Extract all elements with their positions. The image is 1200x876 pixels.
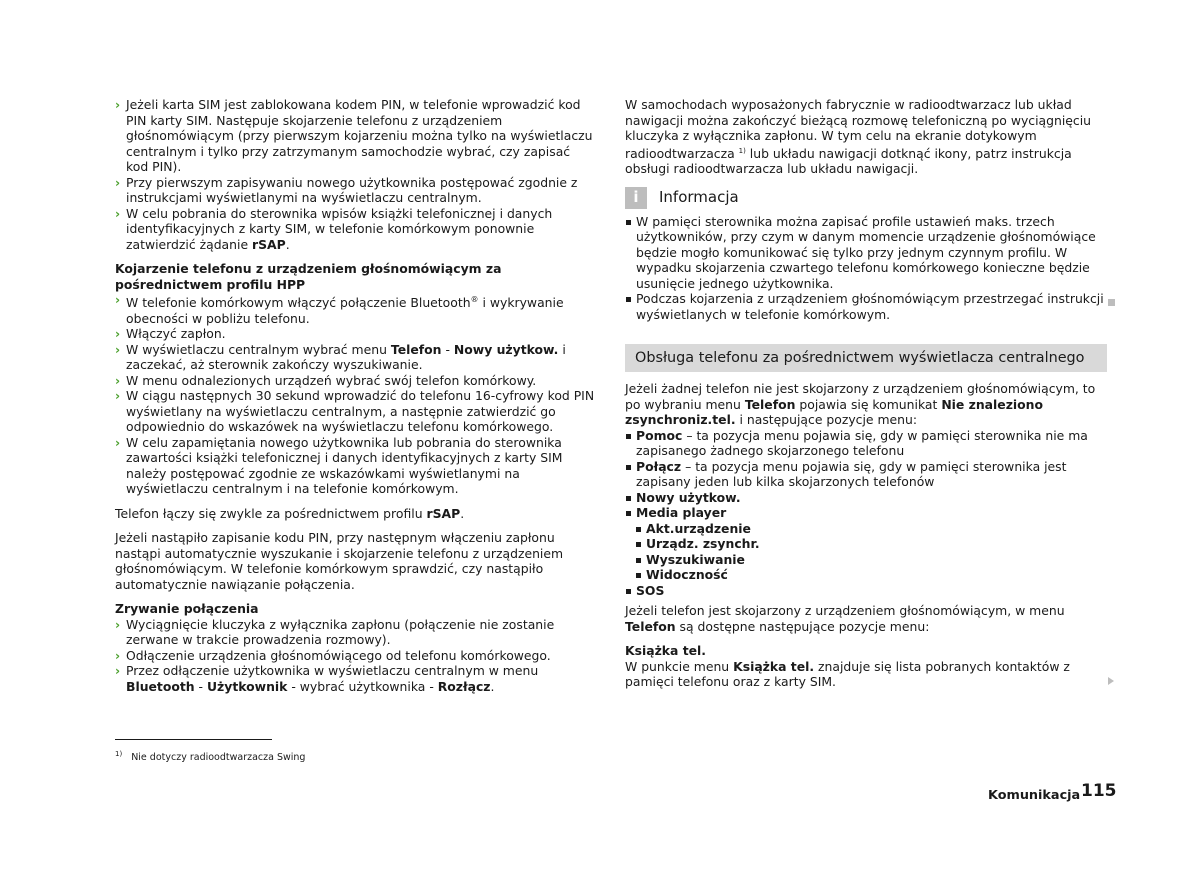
arrow-icon: ›	[115, 292, 121, 307]
left-column	[115, 97, 595, 694]
step-select-phone: › W menu odnalezionych urządzeń wybrać swój telefon komórkowy.	[115, 372, 537, 388]
phonebook-paragraph: W punkcie menu Książka tel. znajduje się lista pobranych kontaktów z pamięci telefonu oraz z karty SIM.	[625, 658, 1070, 690]
arrow-icon: ›	[115, 434, 121, 450]
right-column	[625, 97, 1105, 690]
para-rsap: Telefon łączy się zwykle za pośrednictwem profilu rSAP.	[115, 505, 465, 521]
step-bluetooth: › W telefonie komórkowym włączyć połączenie Bluetooth® i wykrywanie obecności w pobliżu telefonu.	[115, 292, 564, 326]
footnote-rule	[115, 739, 272, 740]
step-save-user: › W celu zapamiętania nowego użytkownika lub pobrania do sterownika zawartości książki telefonicznej i danych identyfikacyjnych z karty SIM należy postępować zgodnie ze wskazówkami wyświetlanymi na wyświetlaczu centralnym i na telefonie komórkowym.	[115, 434, 563, 497]
info-icon: i	[625, 187, 647, 209]
menu-item-media-player: Media player	[625, 505, 1105, 521]
submenu-item: Widoczność	[625, 567, 1105, 583]
submenu-item: Wyszukiwanie	[625, 552, 1105, 568]
arrow-icon: ›	[115, 372, 121, 388]
step-disconnect-device: › Odłączenie urządzenia głośnomówiącego od telefonu komórkowego.	[115, 647, 551, 663]
footnote: $^{1)}$ Nie dotyczy radioodtwarzacza Swing	[115, 750, 306, 764]
step-disconnect-user: › Przez odłączenie użytkownika w wyświetlaczu centralnym w menu Bluetooth - Użytkownik - wybrać użytkownika - Rozłącz.	[115, 663, 539, 694]
arrow-icon: ›	[115, 647, 121, 663]
arrow-icon: ›	[115, 326, 121, 342]
step-ignition: › Włączyć zapłon.	[115, 326, 226, 342]
intro-paragraph: W samochodach wyposażonych fabrycznie w radioodtwarzacz lub układ nawigacji można zakończyć bieżącą rozmowę telefoniczną po wyciągnięciu kluczyka z wyłącznika zapłonu. W tym celu na ekranie dotykowym radioodtwarzacza $^{1)}$ lub układu nawigacji dotknąć ikony, patrz instrukcja obsługi radioodtwarzacza lub układu nawigacji.	[625, 97, 1092, 177]
paired-phone-paragraph: Jeżeli telefon jest skojarzony z urządzeniem głośnomówiącym, w menu Telefon są dostępne następujące pozycje menu:	[625, 603, 1065, 634]
footer-section-label: Komunikacja	[988, 788, 1081, 803]
menu-item-new-user: Nowy użytkow.	[625, 490, 1105, 506]
arrow-icon: ›	[115, 616, 121, 632]
hpp-heading: Kojarzenie telefonu z urządzeniem głośnomówiącym za pośrednictwem profilu HPP	[115, 261, 502, 292]
page-number: 115	[1081, 781, 1117, 801]
submenu-item: Urządz. zsynchr.	[625, 536, 1105, 552]
info-header	[625, 187, 1105, 209]
step-pin16: › W ciągu następnych 30 sekund wprowadzić do telefonu 16-cyfrowy kod PIN wyświetlany na wyświetlaczu centralnym, a następnie zatwierdzić go odpowiednio do wskazówek na wyświetlaczu telefonu komórkowego.	[115, 388, 595, 435]
step-enter-pin: › Jeżeli karta SIM jest zablokowana kodem PIN, w telefonie wprowadzić kod PIN karty SIM. Następuje skojarzenie telefonu z urządzeniem głośnomówiącym (przy pierwszym kojarzeniu można tylko na wyświetlaczu centralnym i tylko przy zatrzymanym samochodzie wybrać, czy zapisać kod PIN).	[115, 97, 593, 174]
arrow-icon: ›	[115, 205, 121, 221]
arrow-icon: ›	[115, 97, 121, 112]
info-title: Informacja	[659, 187, 739, 206]
submenu-item: Akt.urządzenie	[625, 521, 1105, 537]
info-item-pairing: Podczas kojarzenia z urządzeniem głośnomówiącym przestrzegać instrukcji wyświetlanych w telefonie komórkowym.	[625, 291, 1105, 322]
info-item-profiles: W pamięci sterownika można zapisać profile ustawień maks. trzech użytkowników, przy czym w danym momencie urządzenie głośnomówiące będzie mogło komunikować się tylko przy jednym czynnym profilu. W wypadku skojarzenia czwartego telefonu komórkowego konieczne będzie usunięcie jednego użytkownika.	[625, 214, 1105, 292]
step-download-phonebook: › W celu pobrania do sterownika wpisów książki telefonicznej i danych identyfikacyjnych z karty SIM, w telefonie komórkowym ponownie zatwierdzić żądanie rSAP.	[115, 205, 553, 252]
no-phone-paragraph: Jeżeli żadnej telefon nie jest skojarzony z urządzeniem głośnomówiącym, to po wybraniu menu Telefon pojawia się komunikat Nie znaleziono zsynchroniz.tel. i następujące pozycje menu:	[625, 381, 1096, 428]
menu-item-pomoc: Pomoc – ta pozycja menu pojawia się, gdy w pamięci sterownika nie ma zapisanego żadnego skojarzonego telefonu	[625, 428, 1105, 459]
arrow-icon: ›	[115, 174, 121, 190]
menu-item-sos: SOS	[625, 583, 1105, 599]
continue-arrow-icon	[1108, 677, 1114, 685]
arrow-icon: ›	[115, 663, 121, 679]
step-first-user: › Przy pierwszym zapisywaniu nowego użytkownika postępować zgodnie z instrukcjami wyświetlanymi na wyświetlaczu centralnym.	[115, 174, 578, 205]
phonebook-heading: Książka tel.	[625, 643, 706, 659]
footnote-ref: 1)	[738, 146, 746, 155]
step-disconnect-key: › Wyciągnięcie kluczyka z wyłącznika zapłonu (połączenie nie zostanie zerwane w trakcie prowadzenia rozmowy).	[115, 616, 555, 648]
section-end-marker	[1108, 299, 1115, 306]
disconnect-heading: Zrywanie połączenia	[115, 601, 259, 617]
para-pin-saved: Jeżeli nastąpiło zapisanie kodu PIN, przy następnym włączeniu zapłonu nastąpi automatycznie wyszukanie i skojarzenie telefonu z urządzeniem głośnomówiącym. W telefonie komórkowym sprawdzić, czy nastąpiło automatycznie nawiązanie połączenia.	[115, 530, 564, 592]
arrow-icon: ›	[115, 341, 121, 357]
section-title: Obsługa telefonu za pośrednictwem wyświetlacza centralnego	[625, 344, 1107, 372]
menu-item-polacz: Połącz – ta pozycja menu pojawia się, gdy w pamięci sterownika jest zapisany jeden lub kilka skojarzonych telefonów	[625, 459, 1105, 490]
arrow-icon: ›	[115, 388, 121, 404]
step-select-menu: › W wyświetlaczu centralnym wybrać menu Telefon - Nowy użytkow. i zaczekać, aż sterownik zakończy wyszukiwanie.	[115, 341, 566, 373]
